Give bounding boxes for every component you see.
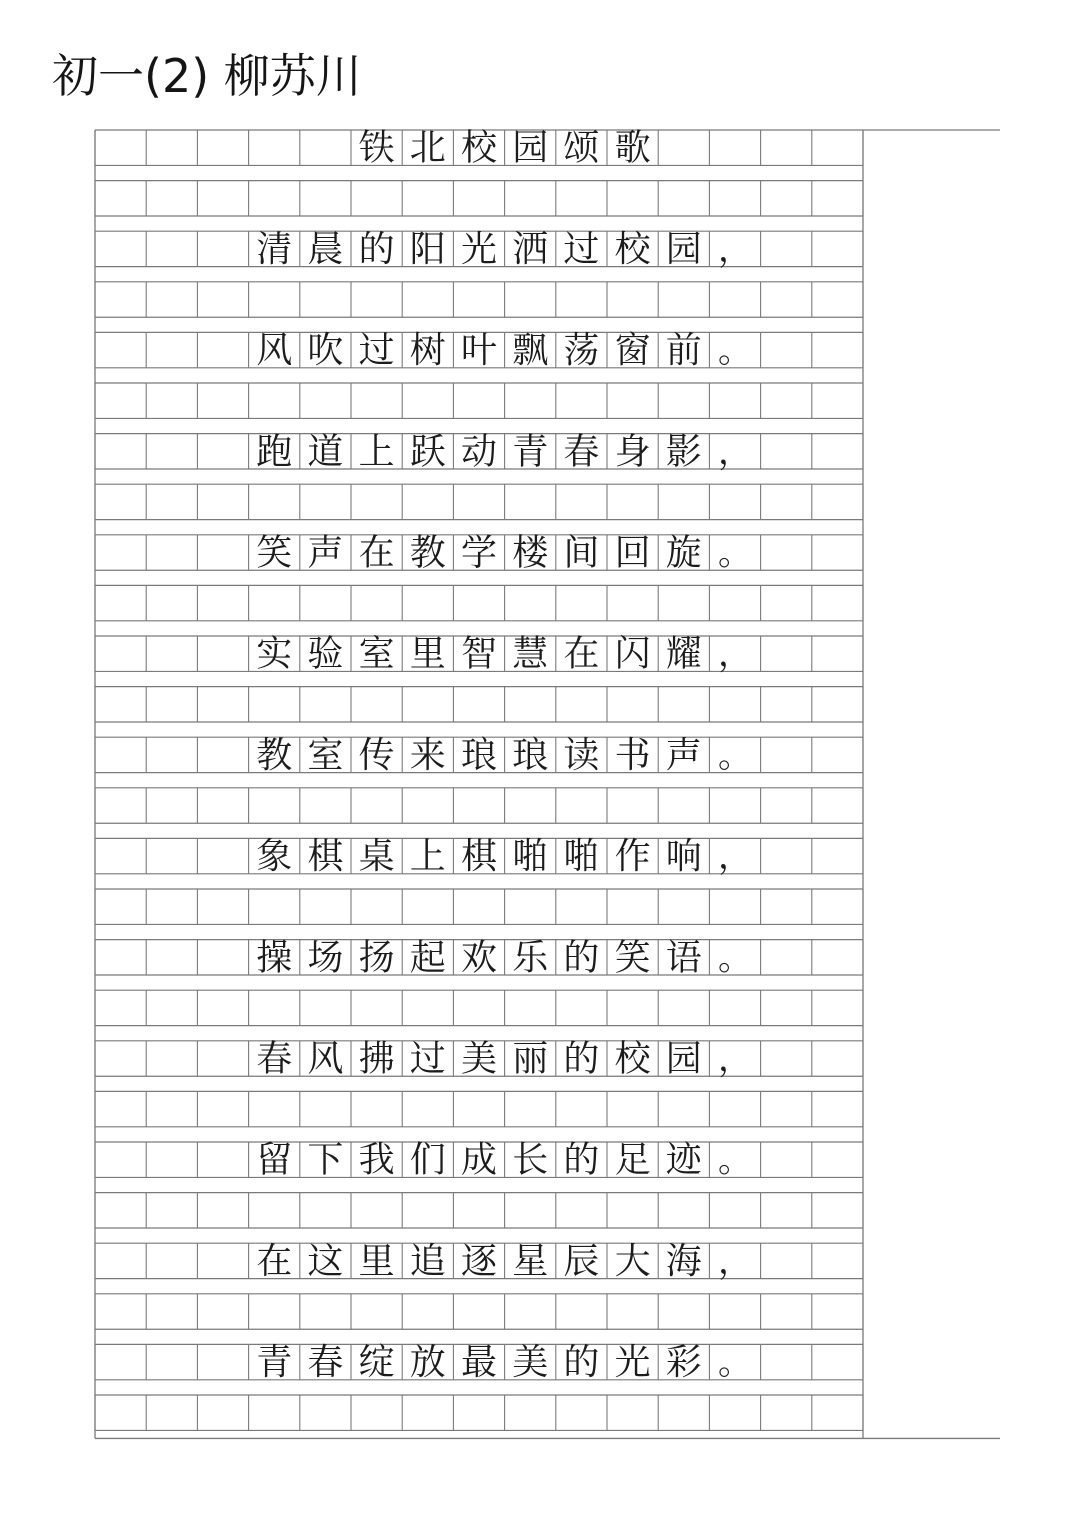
poem-line-char: 过 [358,330,395,372]
poem-line-char: 桌 [358,836,395,878]
poem-line-char: 放 [409,1342,446,1384]
poem-line-char: 实 [256,633,293,675]
poem-title-char: 歌 [614,127,651,169]
poem-line-char: 里 [358,1240,395,1282]
poem-title-char: 铁 [358,127,395,169]
poem-line-char: 绽 [358,1342,395,1384]
poem-line-char: 棋 [307,836,344,878]
poem-line-char: 在 [563,633,600,675]
poem-line-char: 间 [563,532,600,574]
poem-line-char: 上 [409,836,446,878]
poem-line-char: 晨 [307,228,344,270]
poem-line-char: 春 [256,1038,293,1080]
poem-line-char: 长 [512,1139,549,1181]
poem-line-char: 过 [563,228,600,270]
poem-line-char: 上 [358,431,395,473]
poem-line-char: 飘 [512,330,549,372]
poem-line-char: 验 [307,633,344,675]
poem-line-char: 学 [460,532,498,574]
poem-title-char: 校 [460,127,498,169]
poem-line-char: 声 [665,734,702,776]
poem-line-char: 们 [409,1139,446,1181]
poem-line-char: 这 [307,1240,344,1282]
poem-line-char: 下 [307,1139,344,1181]
poem-line-char: 的 [563,937,600,979]
poem-line-char: 辰 [563,1240,600,1282]
poem-line-char: 闪 [614,633,651,675]
poem-line-char: 丽 [512,1038,549,1080]
poem-line-punctuation: 。 [718,938,752,979]
poem-line-char: 海 [665,1240,702,1282]
poem-line-char: 啪 [512,836,549,878]
poem-line-char: 回 [614,532,651,574]
poem-line-char: 楼 [512,532,549,574]
poem-line-char: 成 [460,1139,498,1181]
poem-line-char: 作 [614,836,651,878]
poem-line-char: 起 [409,937,446,979]
poem-line-char: 美 [512,1342,549,1384]
poem-line-punctuation: 。 [718,1140,752,1181]
poem-line-char: 道 [307,431,344,473]
poem-line-punctuation: 。 [718,533,752,574]
poem-line-char: 啪 [563,836,600,878]
poem-line-char: 扬 [358,937,395,979]
poem-line-char: 笑 [256,532,293,574]
poem-line-char: 声 [307,532,344,574]
poem-line-char: 来 [409,734,446,776]
poem-line-char: 慧 [512,633,549,675]
poem-line-char: 教 [256,734,293,776]
poem-line-char: 园 [665,1038,702,1080]
poem-line-punctuation: ， [718,1039,752,1080]
poem-line-char: 读 [563,734,600,776]
poem-line-char: 在 [358,532,395,574]
poem-line-char: 教 [409,532,446,574]
poem-line-char: 跑 [256,431,293,473]
poem-line-char: 身 [614,431,651,473]
poem-line-char: 的 [358,228,395,270]
poem-line-char: 过 [409,1038,446,1080]
author-line: 初一(2) 柳苏川 [52,49,362,103]
poem-line-char: 迹 [665,1139,702,1181]
poem-line-char: 的 [563,1038,600,1080]
poem-line-punctuation: ， [718,229,752,270]
poem-line-char: 吹 [307,330,344,372]
poem-line-char: 琅 [512,734,549,776]
poem-line-char: 在 [256,1240,293,1282]
poem-title-char: 园 [512,127,549,169]
poem-line-punctuation: ， [718,1241,752,1282]
poem-line-char: 校 [614,1038,651,1080]
poem-line-char: 校 [614,228,651,270]
poem-line-char: 动 [460,431,498,473]
poem-line-char: 耀 [665,633,702,675]
poem-line-char: 青 [512,431,549,473]
poem-line-char: 乐 [512,937,549,979]
poem-line-char: 彩 [665,1342,702,1384]
poem-line-char: 春 [563,431,600,473]
poem-line-char: 拂 [358,1038,395,1080]
poem-line-char: 足 [614,1139,651,1181]
poem-line-punctuation: ， [718,837,752,878]
poem-line-char: 光 [614,1342,651,1384]
poem-line-char: 我 [358,1139,395,1181]
poem-line-punctuation: 。 [718,331,752,372]
poem-line-char: 前 [665,330,702,372]
poem-line-char: 室 [358,633,395,675]
poem-line-punctuation: 。 [718,735,752,776]
poem-line-char: 风 [307,1038,344,1080]
poem-line-char: 棋 [460,836,498,878]
poem-line-char: 园 [665,228,702,270]
poem-line-char: 琅 [460,734,498,776]
poem-line-char: 荡 [563,330,600,372]
poem-line-char: 传 [358,734,395,776]
poem-line-char: 象 [256,836,293,878]
poem-line-char: 春 [307,1342,344,1384]
poem-line-char: 阳 [409,228,446,270]
poem-line-punctuation: ， [718,432,752,473]
poem-line-char: 叶 [460,330,498,372]
poem-line-char: 语 [665,937,702,979]
poem-line-char: 影 [665,431,702,473]
poem-title-char: 北 [409,127,446,169]
poem-line-char: 场 [307,937,344,979]
poem-line-char: 的 [563,1139,600,1181]
poem-line-char: 星 [512,1240,549,1282]
poem-line-char: 书 [614,734,651,776]
poem-line-char: 追 [409,1240,446,1282]
poem-line-char: 室 [307,734,344,776]
poem-title-char: 颂 [563,127,600,169]
poem-line-char: 留 [256,1139,293,1181]
poem-line-punctuation: ， [718,634,752,675]
poem-line-char: 光 [460,228,498,270]
poem-line-char: 最 [460,1342,498,1384]
poem-line-char: 风 [256,330,293,372]
poem-line-char: 逐 [460,1240,498,1282]
poem-line-char: 树 [409,330,446,372]
poem-line-char: 清 [256,228,293,270]
poem-line-char: 的 [563,1342,600,1384]
poem-line-char: 智 [460,633,498,675]
poem-line-char: 里 [409,633,446,675]
poem-line-char: 旋 [665,532,702,574]
poem-line-char: 跃 [409,431,446,473]
poem-line-punctuation: 。 [718,1343,752,1384]
poem-line-char: 美 [460,1038,498,1080]
poem-line-char: 响 [665,836,702,878]
poem-line-char: 窗 [614,330,651,372]
poem-line-char: 笑 [614,937,651,979]
poem-line-char: 洒 [512,228,549,270]
poem-line-char: 大 [614,1240,651,1282]
poem-line-char: 操 [256,937,293,979]
poem-line-char: 欢 [460,937,498,979]
poem-line-char: 青 [256,1342,293,1384]
